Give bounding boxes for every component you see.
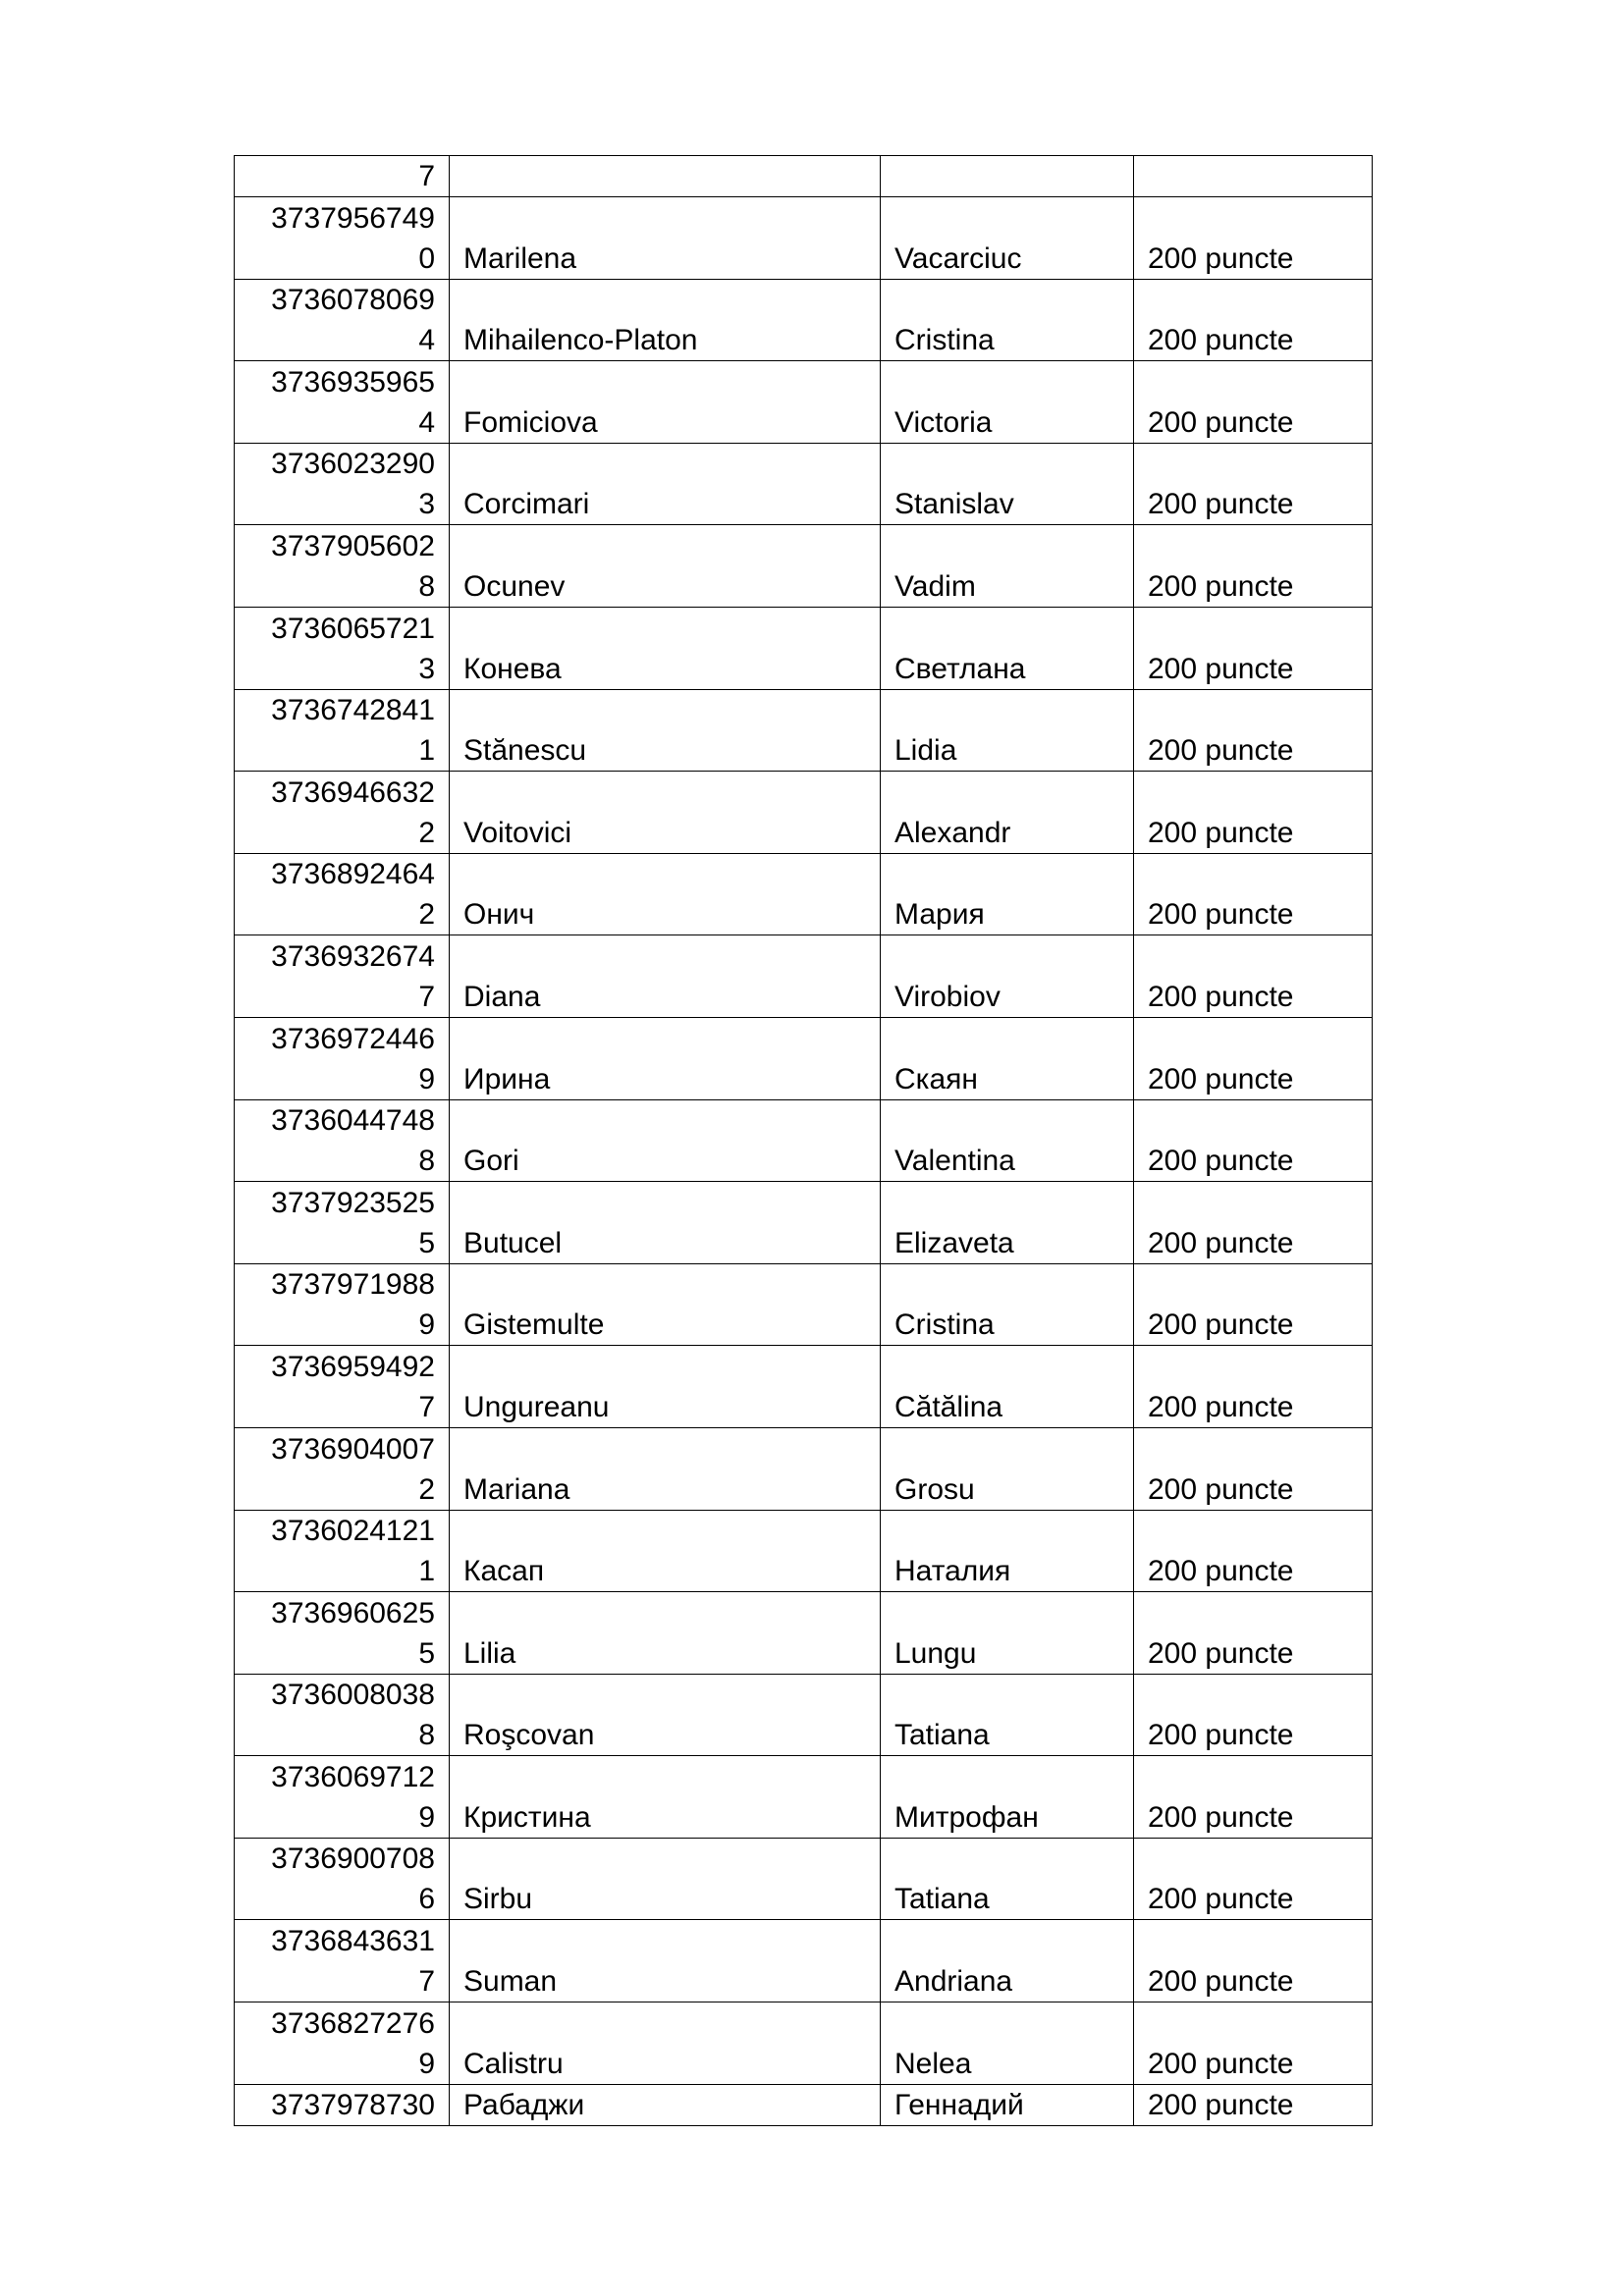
points-cell-text: 200 puncte [1148,734,1294,768]
second-name-cell [881,156,1134,197]
second-name-cell [881,525,1134,608]
name-cell-text: Gori [463,1145,519,1178]
id-cell [235,1017,450,1099]
second-name-cell-text: Lungu [894,1636,977,1670]
id-cell-text [248,1019,435,1099]
id-line-2: 1 [418,734,435,768]
second-name-cell [881,1920,1134,2002]
id-cell [235,607,450,689]
id-line-2: 9 [418,2047,435,2080]
name-cell [450,443,881,525]
second-name-cell-text: Virobiov [894,980,1001,1013]
second-name-cell-text: Alexandr [894,816,1011,849]
id-line-2: 0 [418,241,435,275]
id-line-2: 7 [418,1390,435,1423]
id-cell-text [248,1511,435,1591]
id-line-1: 3736069712 [271,1760,435,1793]
name-cell-text: Marilena [463,241,577,275]
id-cell [235,525,450,608]
second-name-cell-text: Cătălina [894,1390,1003,1423]
points-cell [1134,279,1373,361]
table-row [235,1017,1373,1099]
id-line-1: 3736078069 [271,284,435,317]
points-cell [1134,361,1373,444]
id-line-2: 8 [418,569,435,603]
second-name-cell-text: Victoria [894,405,993,439]
name-cell [450,1674,881,1756]
table-row [235,1920,1373,2002]
points-cell [1134,1838,1373,1920]
name-cell [450,1346,881,1428]
name-cell-text: Roşcovan [463,1719,595,1752]
id-line-1: 3736827276 [271,2006,435,2040]
second-name-cell [881,772,1134,854]
points-cell-text: 200 puncte [1148,1719,1294,1752]
id-line-2: 4 [418,324,435,357]
points-cell [1134,607,1373,689]
points-cell [1134,853,1373,935]
id-line-1: 3736008038 [271,1679,435,1712]
points-cell-text: 200 puncte [1148,1145,1294,1178]
points-cell-text: 200 puncte [1148,2047,1294,2080]
name-cell [450,1099,881,1182]
name-cell-text: Sirbu [463,1883,533,1916]
id-line-2: 2 [418,898,435,932]
points-cell [1134,1182,1373,1264]
points-cell-text: 200 puncte [1148,816,1294,849]
table-row [235,935,1373,1018]
second-name-cell-text: Скаян [894,1062,978,1095]
name-cell [450,2002,881,2085]
points-cell [1134,1592,1373,1675]
name-cell-text: Diana [463,980,541,1013]
second-name-cell [881,935,1134,1018]
table-row [235,607,1373,689]
table-row [235,525,1373,608]
id-line-1: 3736065721 [271,612,435,645]
name-cell [450,525,881,608]
table-row [235,156,1373,197]
name-cell [450,607,881,689]
points-cell-text: 200 puncte [1148,1800,1294,1834]
id-line-2: 8 [418,1719,435,1752]
id-cell-text [248,444,435,524]
id-line-1: 3736904007 [271,1432,435,1466]
id-line-1: 3736900708 [271,1842,435,1876]
id-line-1: 3736935965 [271,365,435,399]
second-name-cell-text: Геннадий [894,2088,1024,2121]
table-row [235,1182,1373,1264]
id-cell [235,1346,450,1428]
id-cell-text [248,362,435,443]
name-cell-text: Кристина [463,1800,591,1834]
id-line-1: 3736892464 [271,858,435,891]
points-cell-text: 200 puncte [1148,1226,1294,1259]
id-line-1: 3737971988 [271,1268,435,1302]
second-name-cell [881,2002,1134,2085]
id-line-2: 2 [418,816,435,849]
points-cell [1134,156,1373,197]
points-cell [1134,1346,1373,1428]
id-cell-text [248,1839,435,1919]
second-name-cell-text: Tatiana [894,1719,990,1752]
table-row [235,361,1373,444]
id-line-1: 3737956749 [271,201,435,235]
id-line-1: 3736972446 [271,1022,435,1055]
id-cell-text [248,1757,435,1838]
table-row [235,1346,1373,1428]
id-cell [235,1099,450,1182]
name-cell [450,361,881,444]
points-cell-text: 200 puncte [1148,569,1294,603]
points-cell [1134,935,1373,1018]
second-name-cell [881,2084,1134,2125]
table-row [235,1838,1373,1920]
points-cell-text: 200 puncte [1148,1062,1294,1095]
second-name-cell-text: Grosu [894,1472,975,1506]
points-cell [1134,1017,1373,1099]
table-row [235,772,1373,854]
name-cell [450,1263,881,1346]
points-cell [1134,1427,1373,1510]
second-name-cell [881,1017,1134,1099]
id-line-2: 3 [418,652,435,685]
points-cell [1134,443,1373,525]
id-line-1: 3736932674 [271,939,435,973]
second-name-cell [881,361,1134,444]
id-cell-text [248,1593,435,1674]
table-row [235,197,1373,280]
id-cell [235,1920,450,2002]
id-cell [235,1263,450,1346]
table-row [235,1263,1373,1346]
id-cell-text [248,198,435,279]
id-line-1: 3736044748 [271,1104,435,1138]
id-line-1: 3736024121 [271,1515,435,1548]
id-line-1: 3736843631 [271,1925,435,1958]
points-cell-text: 200 puncte [1148,1390,1294,1423]
second-name-cell-text: Мария [894,898,985,932]
table-row [235,1756,1373,1839]
id-cell-text [248,1921,435,2002]
name-cell-text: Butucel [463,1226,563,1259]
second-name-cell-text: Stanislav [894,488,1014,521]
id-cell [235,361,450,444]
second-name-cell [881,607,1134,689]
id-cell [235,853,450,935]
id-cell-text [248,2003,435,2084]
points-cell-text: 200 puncte [1148,1555,1294,1588]
points-cell-text: 200 puncte [1148,405,1294,439]
name-cell [450,2084,881,2125]
id-cell-text: 7 [418,160,435,192]
id-cell-text [248,1347,435,1427]
name-cell-text: Конева [463,652,562,685]
second-name-cell-text: Andriana [894,1965,1013,1999]
points-cell-text: 200 puncte [1148,1308,1294,1342]
id-cell [235,1182,450,1264]
name-cell-text: Corcimari [463,488,590,521]
id-cell [235,689,450,772]
id-cell [235,1756,450,1839]
second-name-cell [881,1756,1134,1839]
participants-table [234,155,1373,2126]
id-line-2: 5 [418,1226,435,1259]
points-cell [1134,1756,1373,1839]
second-name-cell-text: Vacarciuc [894,241,1022,275]
id-cell-text [248,690,435,771]
second-name-cell [881,1592,1134,1675]
name-cell [450,1182,881,1264]
id-line-2: 3 [418,488,435,521]
name-cell [450,689,881,772]
points-cell-text: 200 puncte [1148,488,1294,521]
id-line-2: 1 [418,1555,435,1588]
name-cell-text: Fomiciova [463,405,598,439]
second-name-cell-text: Tatiana [894,1883,990,1916]
name-cell-text: Онич [463,898,535,932]
name-cell-text: Lilia [463,1636,516,1670]
second-name-cell [881,689,1134,772]
points-cell-text: 200 puncte [1148,241,1294,275]
points-cell-text: 200 puncte [1148,1472,1294,1506]
second-name-cell [881,1838,1134,1920]
id-line-1: 3736946632 [271,775,435,809]
name-cell [450,197,881,280]
id-cell-text [248,854,435,934]
id-cell [235,156,450,197]
id-cell-text [248,936,435,1017]
second-name-cell-text: Cristina [894,1308,995,1342]
name-cell [450,1427,881,1510]
id-cell [235,279,450,361]
points-cell [1134,2002,1373,2085]
points-cell [1134,1510,1373,1592]
name-cell [450,853,881,935]
points-cell-text: 200 puncte [1148,980,1294,1013]
second-name-cell [881,1427,1134,1510]
second-name-cell [881,1182,1134,1264]
id-line-1: 3736742841 [271,694,435,727]
table-row [235,1674,1373,1756]
second-name-cell-text: Наталия [894,1555,1011,1588]
second-name-cell-text: Lidia [894,734,957,768]
id-cell [235,443,450,525]
points-cell-text: 200 puncte [1148,652,1294,685]
id-line-1: 3737905602 [271,529,435,562]
table-row [235,1510,1373,1592]
second-name-cell-text: Nelea [894,2047,972,2080]
second-name-cell-text: Vadim [894,569,976,603]
second-name-cell [881,853,1134,935]
id-line-2: 9 [418,1308,435,1342]
table-row [235,443,1373,525]
id-cell [235,2002,450,2085]
points-cell [1134,1099,1373,1182]
second-name-cell [881,1099,1134,1182]
name-cell-text: Mihailenco-Platon [463,324,698,357]
table-row [235,1099,1373,1182]
id-cell [235,2084,450,2125]
name-cell [450,1017,881,1099]
id-cell-text [248,1183,435,1263]
points-cell [1134,1674,1373,1756]
table-row [235,853,1373,935]
second-name-cell-text: Elizaveta [894,1226,1014,1259]
id-line-2: 8 [418,1145,435,1178]
name-cell [450,1838,881,1920]
name-cell [450,1756,881,1839]
name-cell [450,935,881,1018]
id-line-1: 3737923525 [271,1186,435,1219]
id-cell [235,1427,450,1510]
id-line-2: 5 [418,1636,435,1670]
table-row [235,1427,1373,1510]
name-cell-text: Suman [463,1965,558,1999]
id-cell-text: 3737978730 [271,2088,435,2121]
points-cell [1134,772,1373,854]
id-cell-text [248,280,435,360]
id-line-2: 2 [418,1472,435,1506]
points-cell-text: 200 puncte [1148,2088,1294,2121]
table-row [235,2002,1373,2085]
id-cell-text [248,1264,435,1345]
name-cell-text: Gistemulte [463,1308,605,1342]
id-cell [235,197,450,280]
second-name-cell-text: Митрофан [894,1800,1039,1834]
points-cell-text: 200 puncte [1148,1965,1294,1999]
id-cell-text [248,1675,435,1755]
table-row [235,279,1373,361]
points-cell [1134,525,1373,608]
second-name-cell-text: Светлана [894,652,1026,685]
id-line-2: 7 [418,1965,435,1999]
id-line-1: 3736960625 [271,1596,435,1629]
id-line-2: 9 [418,1800,435,1834]
id-cell [235,772,450,854]
id-cell [235,1510,450,1592]
table-body [235,156,1373,2126]
points-cell-text: 200 puncte [1148,898,1294,932]
second-name-cell [881,443,1134,525]
id-line-2: 7 [418,980,435,1013]
id-cell [235,935,450,1018]
second-name-cell [881,1346,1134,1428]
name-cell-text: Ocunev [463,569,566,603]
second-name-cell [881,1263,1134,1346]
points-cell-text: 200 puncte [1148,1883,1294,1916]
name-cell [450,772,881,854]
second-name-cell [881,1510,1134,1592]
id-line-2: 4 [418,405,435,439]
name-cell-text: Mariana [463,1472,570,1506]
points-cell [1134,1263,1373,1346]
id-cell-text [248,773,435,853]
points-cell [1134,2084,1373,2125]
name-cell [450,1510,881,1592]
table-row [235,1592,1373,1675]
name-cell [450,279,881,361]
name-cell-text: Stănescu [463,734,587,768]
name-cell-text: Рабаджи [463,2088,585,2121]
name-cell [450,1592,881,1675]
second-name-cell [881,197,1134,280]
name-cell [450,156,881,197]
points-cell [1134,197,1373,280]
id-cell [235,1674,450,1756]
points-cell-text: 200 puncte [1148,1636,1294,1670]
points-cell [1134,1920,1373,2002]
name-cell-text: Calistru [463,2047,564,2080]
second-name-cell-text: Cristina [894,324,995,357]
id-cell-text [248,1429,435,1510]
id-cell [235,1838,450,1920]
id-cell [235,1592,450,1675]
points-cell-text: 200 puncte [1148,324,1294,357]
points-cell [1134,689,1373,772]
second-name-cell [881,279,1134,361]
id-cell-text [248,1100,435,1181]
id-line-2: 6 [418,1883,435,1916]
second-name-cell [881,1674,1134,1756]
second-name-cell-text: Valentina [894,1145,1015,1178]
id-cell-text [248,526,435,607]
name-cell [450,1920,881,2002]
id-line-1: 3736023290 [271,448,435,481]
name-cell-text: Voitovici [463,816,572,849]
id-line-1: 3736959492 [271,1350,435,1383]
name-cell-text: Касап [463,1555,545,1588]
id-cell-text [248,609,435,689]
id-line-2: 9 [418,1062,435,1095]
table-row [235,2084,1373,2125]
name-cell-text: Ungureanu [463,1390,610,1423]
name-cell-text: Ирина [463,1062,551,1095]
table-row [235,689,1373,772]
